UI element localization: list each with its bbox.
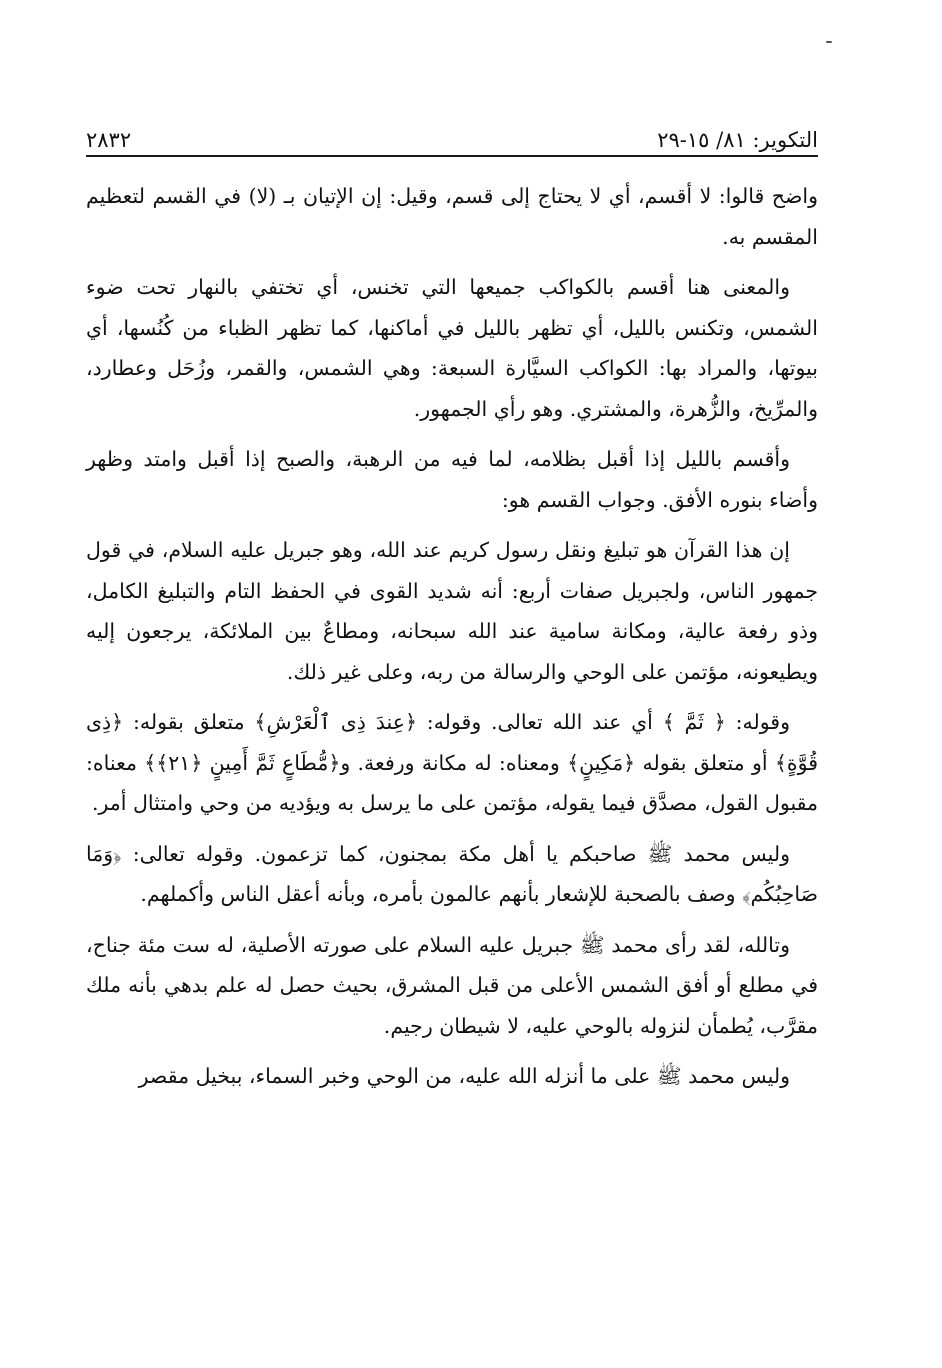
page-number: ٢٨٣٢ [86, 128, 132, 152]
main-text [86, 176, 818, 1107]
surah-reference: التكوير: ٨١/ ١٥-٢٩ [657, 128, 818, 152]
paragraph-2: والمعنى هنا أقسم بالكواكب جميعها التي تخنس، أي تختفي بالنهار تحت ضوء الشمس، وتكنس بالليل، أي تظهر بالليل في أماكنها، كما تظهر الظباء من كُنُسها، أي بيوتها، والمراد بها: الكواكب السيَّارة السبعة: وهي الشمس، والقمر، وزُحَل وعطارد، والمرِّيخ، والزُّهرة، والمشتري. وهو رأي الجمهور. [86, 275, 818, 421]
paragraph-7: وتالله، لقد رأى محمد ﷺ جبريل عليه السلام على صورته الأصلية، له ست مئة جناح، في مطلع أو أفق الشمس الأعلى من قبل المشرق، بحيث حصل له علم بدهي بأنه ملك مقرَّب، يُطمأن لنزوله بالوحي عليه، لا شيطان رجيم. [86, 932, 818, 1038]
scan-speck [826, 41, 832, 43]
page-header [86, 112, 818, 152]
paragraph-5: وقوله: ﴿ ثَمَّ ﴾ أي عند الله تعالى. وقوله: ﴿عِندَ ذِى ٱلْعَرْشِ﴾ متعلق بقوله: ﴿ذِى قُوَّةٍ﴾ أو متعلق بقوله ﴿مَكِينٍ﴾ ومعناه: له مكانة ورفعة. و﴿مُّطَاعٍ ثَمَّ أَمِينٍ ﴿٢١﴾﴾ معناه: مقبول القول، مصدَّق فيما يقوله، مؤتمن على ما يرسل به ويؤديه من وحي وامتثال أمر. [86, 710, 818, 815]
paragraph-4: إن هذا القرآن هو تبليغ ونقل رسول كريم عند الله، وهو جبريل عليه السلام، في قول جمهور الناس، ولجبريل صفات أربع: أنه شديد القوى في الحفظ التام والتبليغ الكامل، وذو رفعة عالية، ومكانة سامية عند الله سبحانه، ومطاعٌ بين الملائكة، يرجعون إليه ويطيعونه، مؤتمن على الوحي والرسالة من ربه، وعلى غير ذلك. [86, 538, 818, 684]
paragraph-8: وليس محمد ﷺ على ما أنزله الله عليه، من الوحي وخبر السماء، ببخيل مقصر [138, 1064, 790, 1088]
paragraph-1: واضح قالوا: لا أقسم، أي لا يحتاج إلى قسم، وقيل: إن الإتيان بـ (لا) في القسم لتعظيم المقسم به. [86, 184, 818, 249]
header-divider [86, 155, 818, 157]
paragraph-3: وأقسم بالليل إذا أقبل بظلامه، لما فيه من الرهبة، والصبح إذا أقبل وامتد وظهر وأضاء بنوره الأفق. وجواب القسم هو: [86, 447, 818, 512]
paragraph-6: وليس محمد ﷺ صاحبكم يا أهل مكة بمجنون، كما تزعمون. وقوله تعالى: ﴿وَمَا صَاحِبُكُم﴾ وصف بالصحبة للإشعار بأنهم عالمون بأمره، وبأنه أعقل الناس وأكملهم. [86, 841, 818, 906]
